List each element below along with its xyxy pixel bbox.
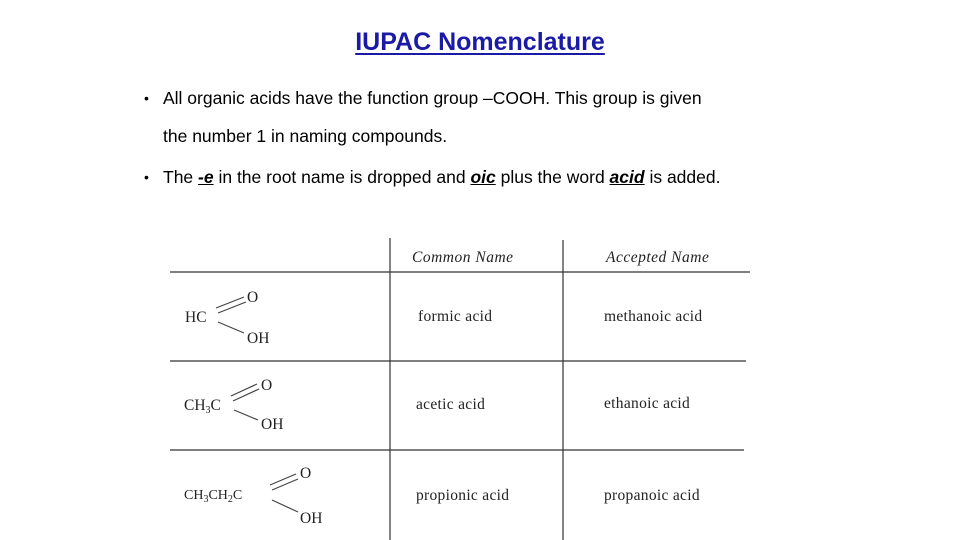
common-name-cell: formic acid <box>418 308 493 325</box>
formula-acetic-acid <box>184 377 283 433</box>
double-bond-line-b <box>233 389 259 401</box>
hydroxyl-label: OH <box>247 330 270 347</box>
bullet-dot-icon: • <box>144 90 149 106</box>
slide-title: IUPAC Nomenclature <box>355 28 605 56</box>
bullet-2-text-1: The <box>163 167 199 187</box>
formula-text: $CH_3CH_2C$ <box>184 488 243 505</box>
formula-text: CH3C <box>184 397 221 416</box>
bullet-dot-icon: • <box>144 169 149 185</box>
double-bond-line-a <box>270 474 296 485</box>
accepted-name-cell: ethanoic acid <box>604 395 691 412</box>
oxygen-label: O <box>300 465 312 482</box>
double-bond-line-b <box>272 479 298 490</box>
double-bond-line-a <box>231 384 257 396</box>
oxygen-label: O <box>261 377 273 394</box>
header-accepted-name: Accepted Name <box>606 249 710 266</box>
bullet-2-text-4: is added. <box>644 167 721 187</box>
emphasis-oic: oic <box>470 167 496 187</box>
oxygen-label: O <box>247 289 259 306</box>
common-name-cell: propionic acid <box>416 487 510 504</box>
hydroxyl-label: OH <box>261 416 284 433</box>
hydroxyl-label: OH <box>300 510 323 527</box>
bullet-2-text-3: plus the word <box>495 167 610 187</box>
bullet-1-line-1: All organic acids have the function group –COOH. This group is given <box>163 88 702 108</box>
emphasis-e: -e <box>198 167 214 187</box>
formula-formic-acid <box>185 289 269 347</box>
bullet-1-line-2: the number 1 in naming compounds. <box>163 126 448 146</box>
accepted-name-cell: methanoic acid <box>604 308 703 325</box>
formula-text: HC <box>185 309 207 326</box>
double-bond-line-b <box>218 302 246 313</box>
common-name-cell: acetic acid <box>416 396 486 413</box>
double-bond-line-a <box>216 297 244 308</box>
single-bond-line <box>218 322 244 333</box>
single-bond-line <box>234 410 258 420</box>
formula-propionic-acid <box>184 465 322 527</box>
emphasis-acid: acid <box>609 167 645 187</box>
bullet-2-text-2: in the root name is dropped and <box>213 167 471 187</box>
accepted-name-cell: propanoic acid <box>604 487 700 504</box>
single-bond-line <box>272 500 298 512</box>
header-common-name: Common Name <box>412 249 514 266</box>
